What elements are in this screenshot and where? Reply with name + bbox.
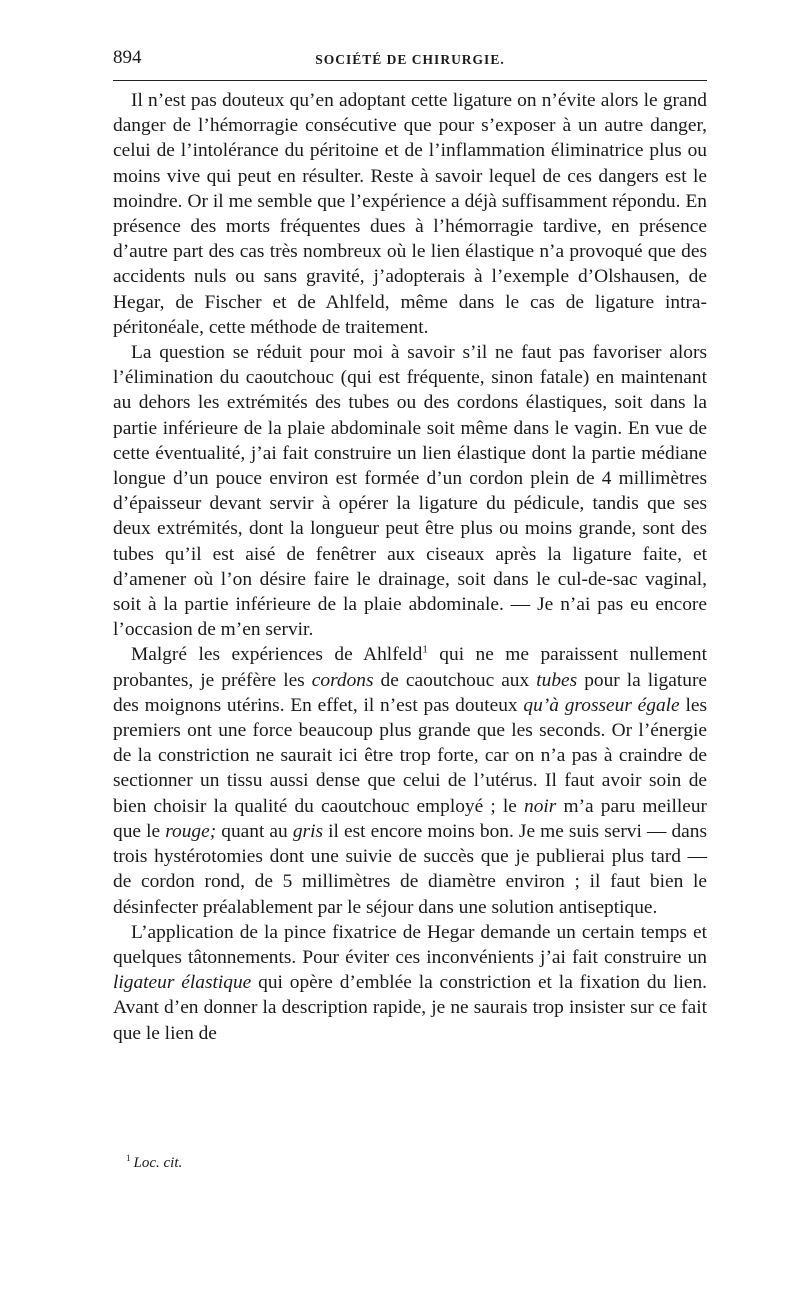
paragraph-1: Il n’est pas douteux qu’en adoptant cette ligature on n’évite alors le grand danger de l’hémorragie consécutive que pour s’exposer à un autre danger, celui de l’intolérance du péritoine et de l’inflammation éliminatrice plus ou moins vive qui peut en résulter. Reste à savoir lequel de ces dangers est le moindre. Or il me semble que l’expérience a déjà suffisamment répondu. En présence des morts fréquentes dues à l’hémorragie tardive, en présence d’autre part des cas très nombreux où le lien élastique n’a provoqué que des accidents nuls ou sans gravité, j’adopterais à l’exemple d’Olshausen, de Hegar, de Fischer et de Ahlfeld, même dans le cas de ligature intra-péritonéale, cette méthode de traitement.	[113, 90, 707, 338]
italic-term: tubes	[536, 669, 578, 691]
text-run: les premiers ont une force beaucoup plus grande que les seconds. Or l’énergie de la constriction ne saurait ici être trop forte, car on n’a pas à craindre de sectionner un tissu aussi dense que celui de l’utérus. Il faut avoir soin de bien choisir la qualité du caoutchouc employé ; le	[113, 694, 707, 817]
italic-term: qu’à grosseur égale	[523, 694, 680, 716]
body-text	[113, 88, 707, 1046]
italic-term: ligateur élastique	[113, 972, 252, 994]
text-run: L’application de la pince fixatrice de Hegar demande un certain temps et quelques tâtonnements. Pour éviter ces inconvénients j’ai fait construire un	[113, 921, 707, 968]
text-run: m’a paru meilleur que le	[113, 795, 707, 842]
footnote-mark: 1	[126, 1153, 131, 1163]
text-run: qui ne me paraissent nullement probantes, je préfère les	[113, 644, 707, 691]
running-title: SOCIÉTÉ DE CHIRURGIE.	[315, 52, 505, 67]
text-run: il est encore moins bon. Je me suis servi — dans trois hystérotomies dont une suivie de succès que je publierai plus tard — de cordon rond, de 5 millimètres de diamètre environ ; il faut bien le désinfecter préalablement par le séjour dans une solution antiseptique.	[113, 820, 708, 918]
paragraph-3	[113, 642, 707, 919]
header-rule	[113, 80, 707, 81]
text-run: qui opère d’emblée la constriction et la fixation du lien. Avant d’en donner la description rapide, je ne saurais trop insister sur ce fait que le lien de	[113, 972, 708, 1044]
text-run: Malgré les expériences de Ahlfeld	[131, 644, 423, 666]
footnote	[126, 1153, 182, 1173]
paragraph-2: La question se réduit pour moi à savoir s’il ne faut pas favoriser alors l’élimination du caoutchouc (qui est fréquente, sinon fatale) en maintenant au dehors les extrémités des tubes ou des cordons élastiques, soit dans la partie inférieure de la plaie abdominale soit même dans le vagin. En vue de cette éventualité, j’ai fait construire un lien élastique dont la partie médiane longue d’un pouce environ est formée d’un cordon plein de 4 millimètres d’épaisseur devant servir à opérer la ligature du pédicule, tandis que ses deux extrémités, dont la longueur peut être plus ou moins grande, sont des tubes qu’il est aisé de fenêtrer aux ciseaux après la ligature faite, et d’amener où l’on désire faire le drainage, soit dans le cul-de-sac vaginal, soit à la partie inférieure de la plaie abdominale. — Je n’ai pas eu encore l’occasion de m’en servir.	[113, 342, 707, 641]
footnote-text: Loc. cit.	[133, 1155, 183, 1171]
paragraph-4	[113, 920, 707, 1046]
text-run: pour la ligature des moignons utérins. En effet, il n’est pas douteux	[113, 669, 708, 716]
italic-term: noir	[524, 795, 557, 817]
page-number: 894	[113, 47, 142, 68]
text-run: quant au	[216, 820, 293, 842]
text-run: de caoutchouc aux	[373, 669, 537, 691]
page-header	[113, 38, 707, 78]
italic-term: rouge;	[165, 820, 217, 842]
italic-term: gris	[292, 820, 324, 842]
italic-term: cordons	[311, 669, 374, 691]
footnote-reference: 1	[422, 644, 428, 656]
